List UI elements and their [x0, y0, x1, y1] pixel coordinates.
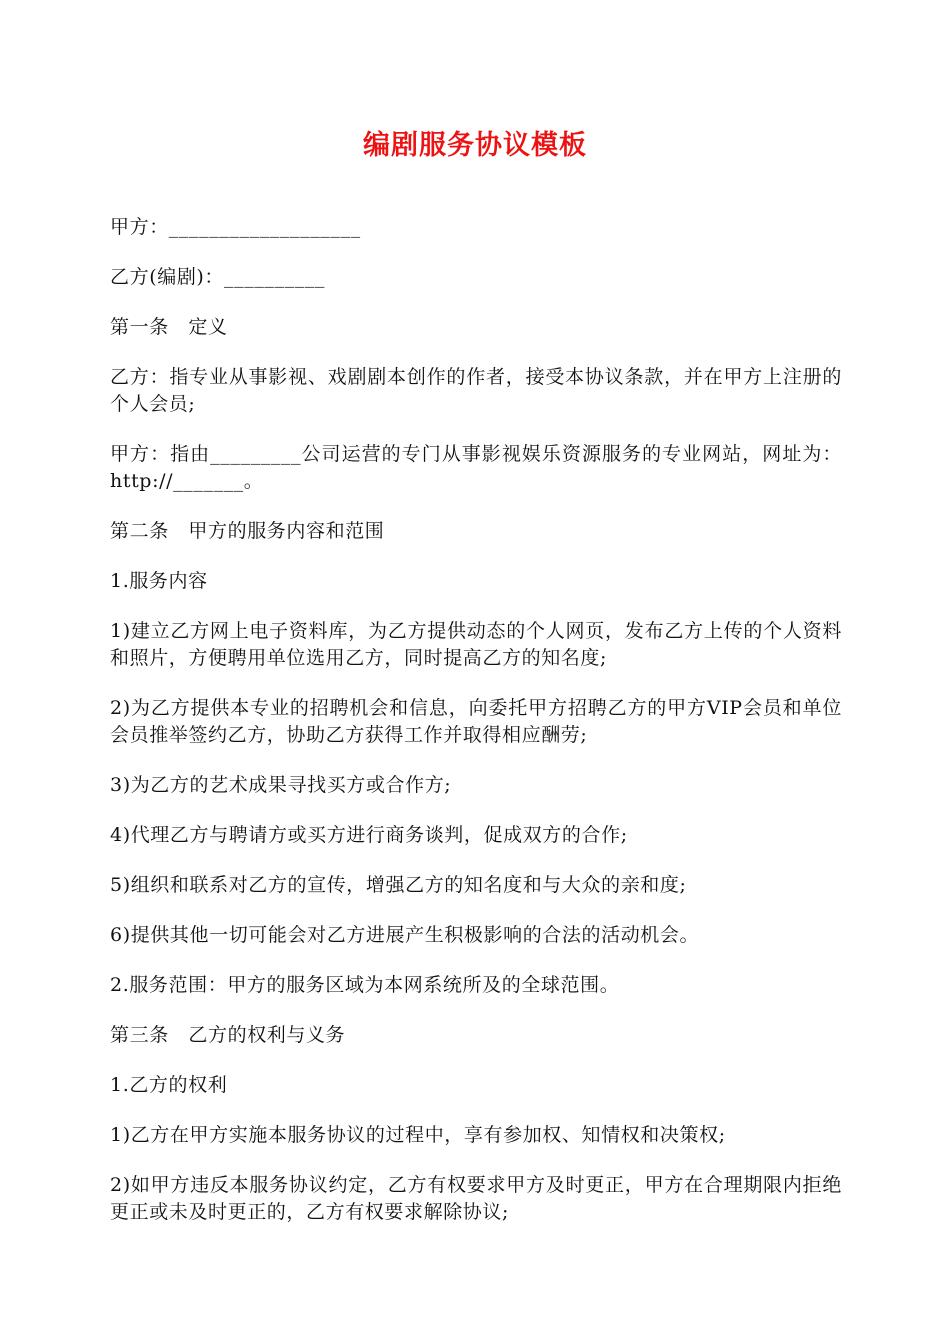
definition-party-a: 甲方：指由_________公司运营的专门从事影视娱乐资源服务的专业网站，网址为：http://_______。: [110, 443, 842, 492]
service-item: 2)为乙方提供本专业的招聘机会和信息，向委托甲方招聘乙方的甲方VIP会员和单位会员推举签约乙方，协助乙方获得工作并取得相应酬劳;: [110, 697, 842, 746]
service-content-heading: 1.服务内容: [110, 570, 208, 592]
document-title: 编剧服务协议模板: [363, 130, 587, 161]
service-item: 1)建立乙方网上电子资料库，为乙方提供动态的个人网页，发布乙方上传的个人资料和照片，方便聘用单位选用乙方，同时提高乙方的知名度;: [110, 620, 842, 669]
service-item: 4)代理乙方与聘请方或买方进行商务谈判，促成双方的合作;: [110, 824, 628, 846]
service-scope: 2.服务范围：甲方的服务区域为本网系统所及的全球范围。: [110, 974, 620, 996]
party-b-rights-heading: 1.乙方的权利: [110, 1074, 228, 1096]
article-1-heading: 第一条 定义: [110, 316, 228, 338]
party-a-line: 甲方：___________________: [110, 216, 361, 238]
service-item: 6)提供其他一切可能会对乙方进展产生积极影响的合法的活动机会。: [110, 924, 700, 946]
article-3-heading: 第三条 乙方的权利与义务: [110, 1024, 346, 1046]
service-item: 5)组织和联系对乙方的宣传，增强乙方的知名度和与大众的亲和度;: [110, 874, 687, 896]
article-2-heading: 第二条 甲方的服务内容和范围: [110, 520, 385, 542]
document-body: [110, 214, 842, 1249]
definition-party-b: 乙方：指专业从事影视、戏剧剧本创作的作者，接受本协议条款，并在甲方上注册的个人会员;: [110, 366, 842, 415]
rights-item: 1)乙方在甲方实施本服务协议的过程中，享有参加权、知情权和决策权;: [110, 1124, 726, 1146]
rights-item: 2)如甲方违反本服务协议约定，乙方有权要求甲方及时更正，甲方在合理期限内拒绝更正或未及时更正的，乙方有权要求解除协议;: [110, 1174, 842, 1223]
service-item: 3)为乙方的艺术成果寻找买方或合作方;: [110, 774, 452, 796]
party-b-line: 乙方(编剧)：__________: [110, 266, 326, 288]
